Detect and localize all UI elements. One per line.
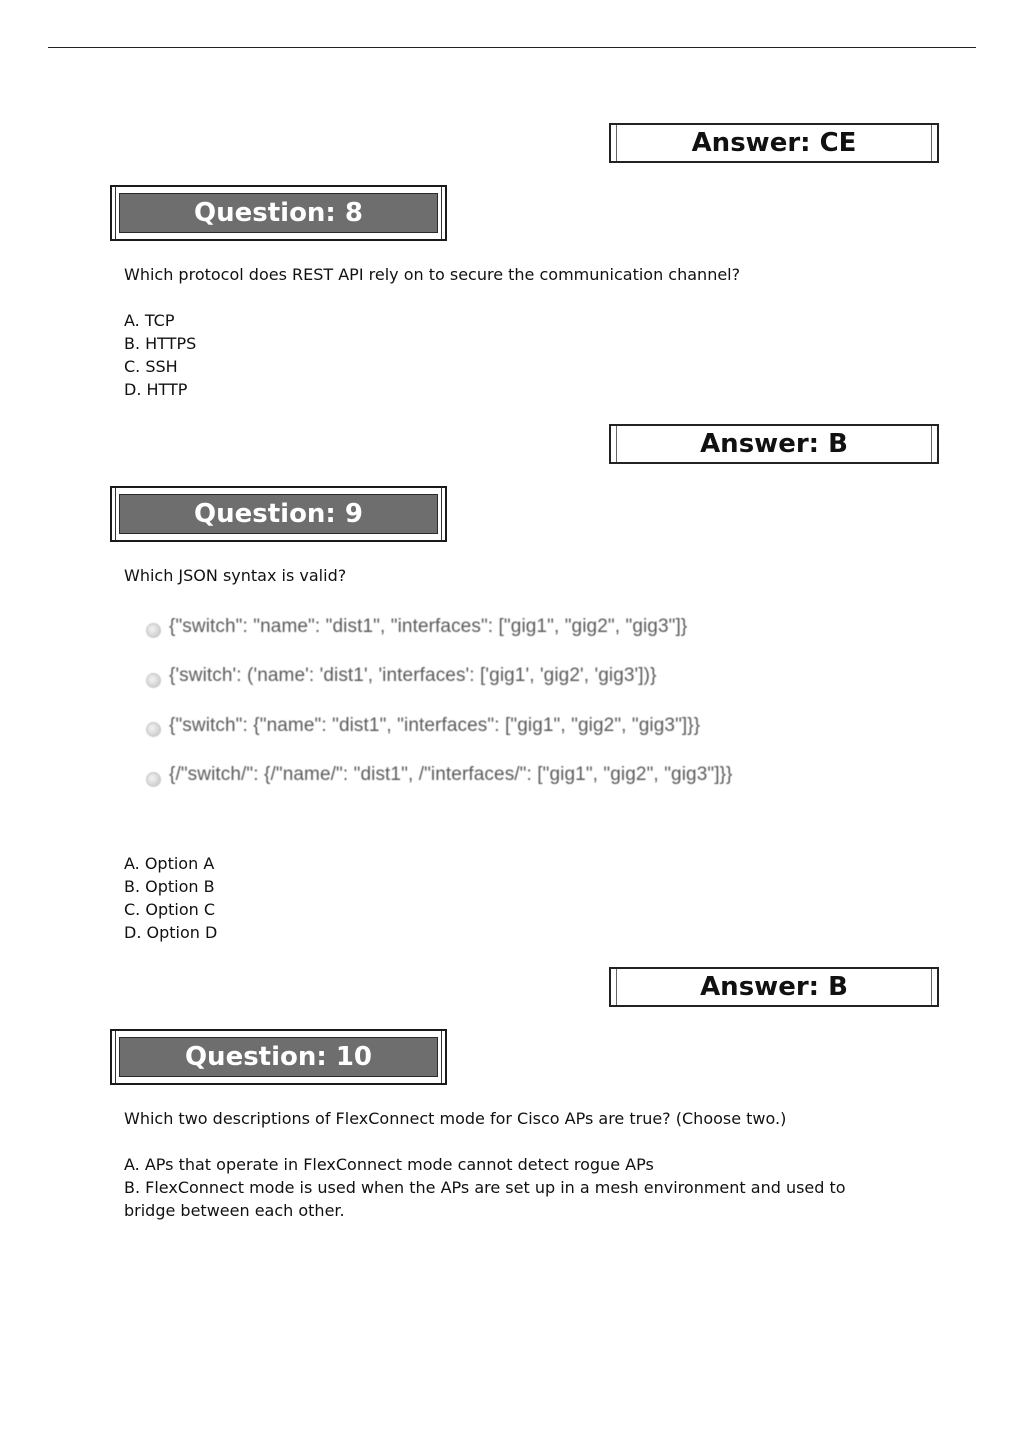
radio-icon (146, 722, 161, 737)
option-10-b: B. FlexConnect mode is used when the APs are set up in a mesh environment and used to bridge between each other. (124, 1178, 846, 1220)
option-8-c: C. SSH (124, 357, 178, 376)
question-title-8: Question: 8 (194, 198, 363, 228)
answer-text-9: Answer: B (700, 972, 848, 1002)
header-rule (48, 47, 976, 48)
radio-icon (146, 673, 161, 688)
answer-text-prev: Answer: CE (691, 128, 857, 158)
answer-box-8 (609, 424, 939, 464)
option-list-10 (124, 1153, 884, 1222)
radio-icon (146, 772, 161, 787)
answer-text-8: Answer: B (700, 429, 848, 459)
json-choice-text-d: {/"switch/": {/"name/": "dist1", /"interfaces/": ["gig1", "gig2", "gig3"]}} (169, 764, 733, 786)
json-choice-text-c: {"switch": {"name": "dist1", "interfaces": ["gig1", "gig2", "gig3"]}} (169, 714, 701, 736)
question-prompt-9: Which JSON syntax is valid? (124, 566, 347, 585)
option-8-a: A. TCP (124, 311, 175, 330)
question-title-9: Question: 9 (194, 499, 363, 529)
option-list-9 (124, 852, 217, 944)
question-header-9 (110, 486, 447, 542)
option-9-c: C. Option C (124, 900, 215, 919)
json-choice-text-b: {'switch': ('name': 'dist1', 'interfaces': ['gig1', 'gig2', 'gig3'])} (169, 665, 657, 687)
question-prompt-8: Which protocol does REST API rely on to secure the communication channel? (124, 265, 741, 284)
answer-box-9 (609, 967, 939, 1007)
option-9-a: A. Option A (124, 854, 215, 873)
option-9-b: B. Option B (124, 877, 215, 896)
question-title-10: Question: 10 (184, 1042, 373, 1072)
question-prompt-10: Which two descriptions of FlexConnect mode for Cisco APs are true? (Choose two.) (124, 1109, 787, 1128)
json-choice-a (146, 602, 826, 652)
option-9-d: D. Option D (124, 923, 218, 942)
option-8-b: B. HTTPS (124, 334, 197, 353)
question-header-8 (110, 185, 447, 241)
json-choice-d (146, 751, 826, 801)
json-choice-text-a: {"switch": "name": "dist1", "interfaces": ["gig1", "gig2", "gig3"]} (169, 615, 688, 637)
option-8-d: D. HTTP (124, 380, 188, 399)
option-list-8 (124, 309, 196, 401)
json-choice-b (146, 652, 826, 702)
answer-box-prev (609, 123, 939, 163)
question-header-10 (110, 1029, 447, 1085)
radio-icon (146, 623, 161, 638)
option-10-a: A. APs that operate in FlexConnect mode cannot detect rogue APs (124, 1155, 654, 1174)
json-choices-image (146, 602, 826, 800)
json-choice-c (146, 701, 826, 751)
